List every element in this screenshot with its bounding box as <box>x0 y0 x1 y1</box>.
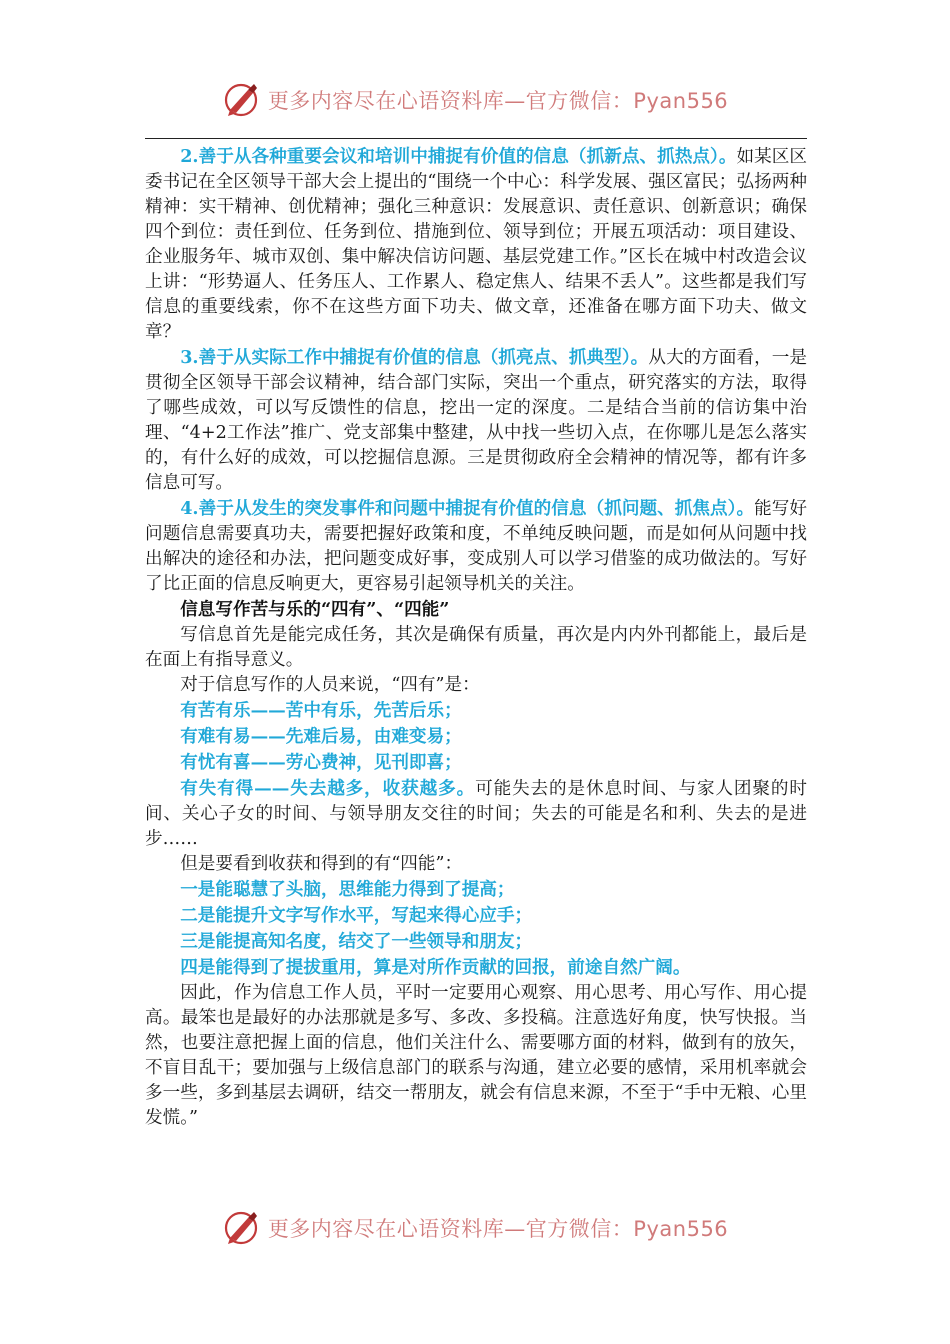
body-text: 写信息首先是能完成任务，其次是确保有质量，再次是内内外刊都能上，最后是在面上有指导意义。 <box>145 625 807 670</box>
highlighted-text: 3.善于从实际工作中捕捉有价值的信息（抓亮点、抓典型）。 <box>180 347 649 368</box>
body-text: 对于信息写作的人员来说，“四有”是： <box>180 675 480 695</box>
highlighted-text: 四是能得到了提拔重用，算是对所作贡献的回报，前途自然广阔。 <box>180 957 691 978</box>
highlighted-text: 三是能提高知名度，结交了一些领导和朋友； <box>180 931 533 952</box>
paragraph <box>145 724 807 750</box>
paragraph <box>145 345 807 496</box>
highlighted-text: 有忧有喜——劳心费神，见刊即喜； <box>180 752 462 773</box>
highlighted-text: 2.善于从各种重要会议和培训中捕捉有价值的信息（抓新点、抓热点）。 <box>180 146 737 167</box>
highlighted-text: 二是能提升文字写作水平，写起来得心应手； <box>180 905 533 926</box>
header-banner-text: 更多内容尽在心语资料库—官方微信：Pyan556 <box>267 89 729 113</box>
paragraph <box>145 673 807 698</box>
section-heading: 信息写作苦与乐的“四有”、“四能” <box>180 599 450 620</box>
paragraph <box>145 496 807 597</box>
highlighted-text: 一是能聪慧了头脑，思维能力得到了提高； <box>180 879 515 900</box>
paragraph <box>145 623 807 673</box>
paragraph <box>145 981 807 1131</box>
body-text: 从大的方面看，一是贯彻全区领导干部会议精神，结合部门实际，突出一个重点，研究落实的方法，取得了哪些成效，可以写反馈性的信息，挖出一定的深度。二是结合当前的信访集中治理、“4+2工作法”推广、党支部集中整建，从中找一些切入点，在你哪儿是怎么落实的，有什么好的成效，可以挖掘信息源。三是贯彻政府全会精神的情况等，都有许多信息可写。 <box>145 348 807 493</box>
paragraph <box>145 776 807 852</box>
paragraph <box>145 955 807 981</box>
pen-logo-icon <box>222 80 262 120</box>
paragraph <box>145 877 807 903</box>
body-text: 如某区区委书记在全区领导干部大会上提出的“围绕一个中心：科学发展、强区富民；弘扬两种精神：实干精神、创优精神；强化三种意识：发展意识、责任意识、创新意识；确保四个到位：责任到位、任务到位、措施到位、领导到位；开展五项活动：项目建设、企业服务年、城市双创、集中解决信访问题、基层党建工作。”区长在城中村改造会议上讲：“形势逼人、任务压人、工作累人、稳定焦人、结果不丢人”。这些都是我们写信息的重要线索，你不在这些方面下功夫、做文章，还准备在哪方面下功夫、做文章？ <box>145 147 807 342</box>
header-banner <box>0 78 950 122</box>
highlighted-text: 有失有得——失去越多，收获越多。 <box>180 778 476 799</box>
footer-banner <box>0 1206 950 1250</box>
body-text: 可能失去的是休息时间、与家人团聚的时间、关心子女的时间、与领导朋友交往的时间；失去的可能是名和利、失去的是进步…… <box>145 779 807 849</box>
pen-logo-icon <box>222 1208 262 1248</box>
paragraph <box>145 144 807 345</box>
body-text: 但是要看到收获和得到的有“四能”： <box>180 854 463 874</box>
body-text: 因此，作为信息工作人员，平时一定要用心观察、用心思考、用心写作、用心提高。最笨也是最好的办法那就是多写、多改、多投稿。注意选好角度，快写快报。当然，也要注意把握上面的信息，他们关注什么、需要哪方面的材料，做到有的放矢，不盲目乱干；要加强与上级信息部门的联系与沟通，建立必要的感情，采用机率就会多一些，多到基层去调研，结交一帮朋友，就会有信息来源，不至于“手中无粮、心里发慌。” <box>145 983 807 1128</box>
paragraph <box>145 750 807 776</box>
highlighted-text: 4.善于从发生的突发事件和问题中捕捉有价值的信息（抓问题、抓焦点）。 <box>180 498 755 519</box>
paragraph <box>145 929 807 955</box>
document-body <box>145 144 807 1131</box>
body-text: 能写好问题信息需要真功夫，需要把握好政策和度，不单纯反映问题，而是如何从问题中找出解决的途径和办法，把问题变成好事，变成别人可以学习借鉴的成功做法的。写好了比正面的信息反响更大，更容易引起领导机关的关注。 <box>145 499 807 594</box>
paragraph <box>145 903 807 929</box>
paragraph <box>145 597 807 623</box>
footer-banner-text: 更多内容尽在心语资料库—官方微信：Pyan556 <box>267 1217 729 1241</box>
paragraph <box>145 852 807 877</box>
paragraph <box>145 698 807 724</box>
highlighted-text: 有苦有乐——苦中有乐，先苦后乐； <box>180 700 462 721</box>
highlighted-text: 有难有易——先难后易，由难变易； <box>180 726 462 747</box>
header-divider <box>145 138 807 139</box>
